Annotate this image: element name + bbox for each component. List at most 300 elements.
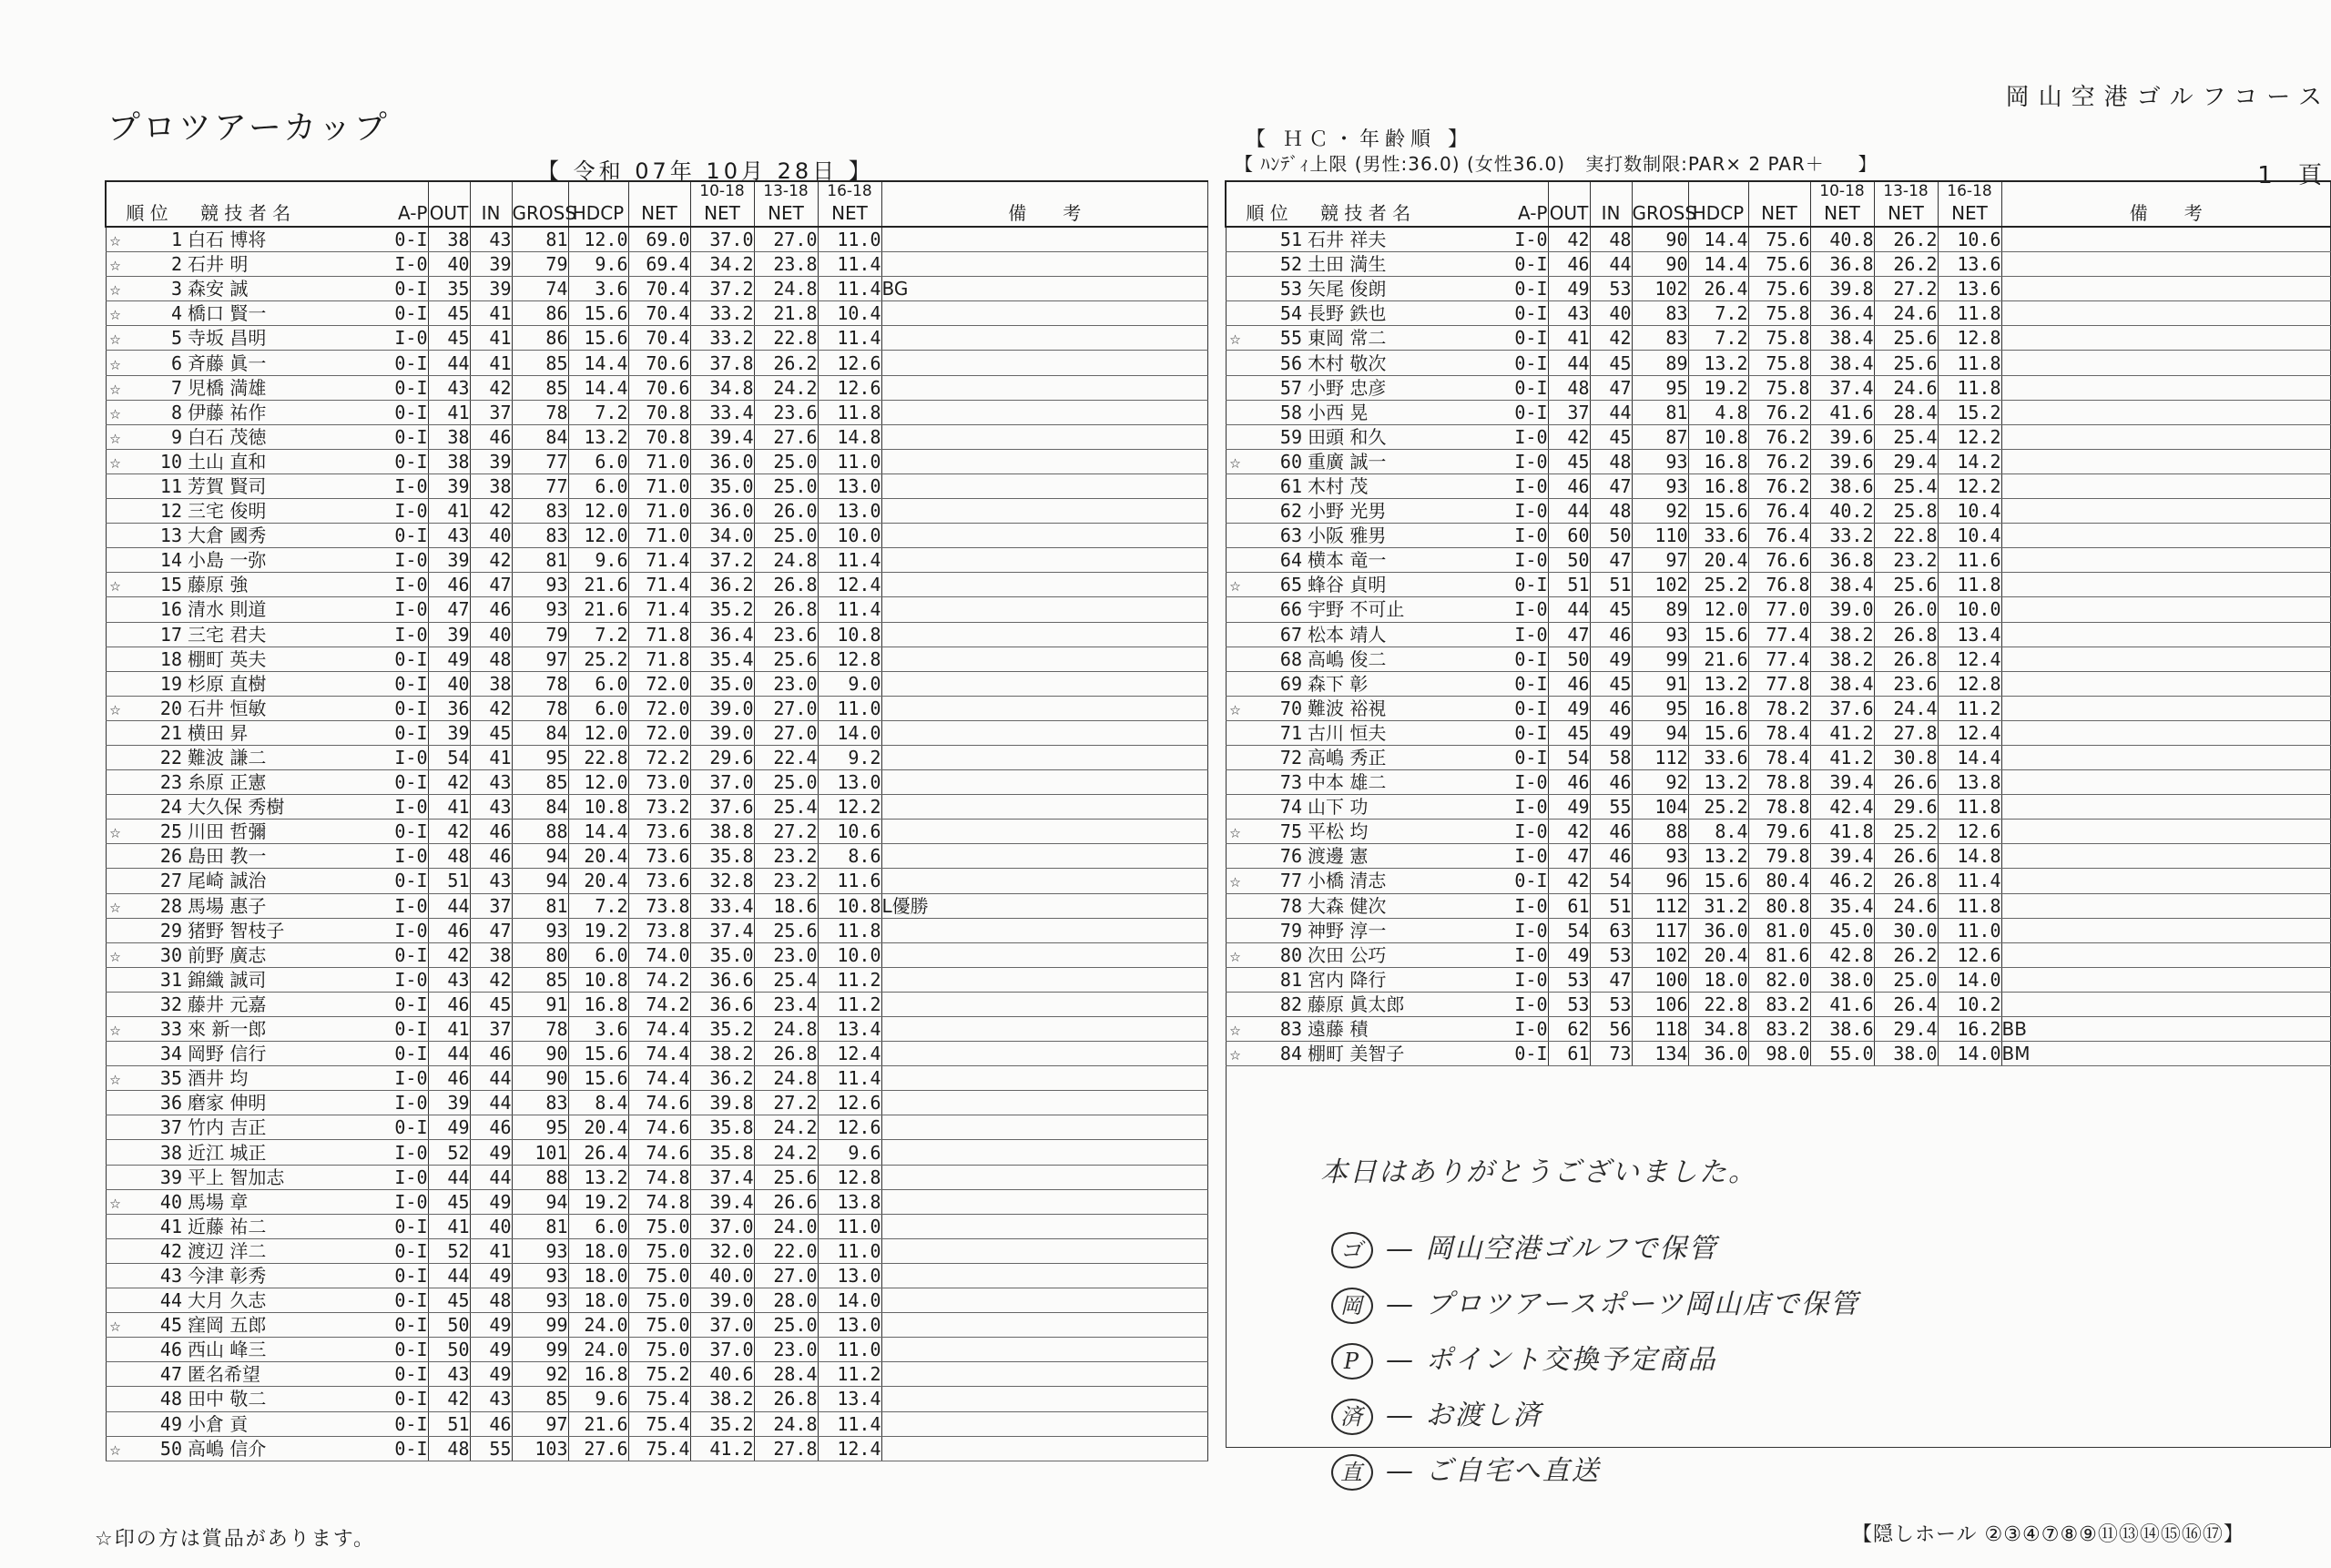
player-name: 白石 茂徳 (188, 424, 361, 449)
table-row (106, 524, 1208, 548)
col-note: 備 考 (881, 200, 1208, 227)
rank: 77 (1279, 870, 1302, 892)
player-name: 近江 城正 (188, 1140, 361, 1165)
in-score: 46 (470, 1411, 512, 1436)
net-13-18: 27.6 (754, 424, 818, 449)
gross-score: 93 (512, 918, 568, 942)
table-row (1226, 227, 2331, 252)
player-name: 高嶋 俊二 (1308, 647, 1481, 671)
start-ap: I-0 (1481, 918, 1548, 942)
net-16-18: 11.8 (818, 918, 881, 942)
results-table-left (105, 180, 1208, 1461)
rank-cell (1226, 424, 1308, 449)
in-score: 45 (1590, 671, 1632, 696)
net-13-18: 25.0 (754, 770, 818, 795)
out-score: 46 (1548, 770, 1590, 795)
net-13-18: 24.2 (754, 375, 818, 400)
in-score: 49 (470, 1362, 512, 1387)
net-10-18: 35.8 (690, 1115, 754, 1140)
rank-cell (106, 499, 188, 524)
note-cell (2001, 524, 2331, 548)
gross-score: 93 (1632, 622, 1688, 647)
net-10-18: 46.2 (1810, 869, 1874, 893)
hdcp-value: 14.4 (1688, 252, 1748, 277)
out-score: 45 (428, 1288, 470, 1313)
player-name: 來 新一郎 (188, 1017, 361, 1042)
net-16-18: 13.0 (818, 770, 881, 795)
out-score: 60 (1548, 524, 1590, 548)
in-score: 47 (470, 573, 512, 597)
gross-score: 78 (512, 671, 568, 696)
player-name: 小野 光男 (1308, 499, 1481, 524)
gross-score: 77 (512, 449, 568, 473)
net-13-18: 28.4 (1874, 400, 1938, 424)
net-13-18: 25.2 (1874, 820, 1938, 844)
player-name: 児橋 満雄 (188, 375, 361, 400)
net-10-18: 39.0 (690, 1288, 754, 1313)
hdcp-value: 25.2 (1688, 573, 1748, 597)
rank-cell (106, 1411, 188, 1436)
note-cell (881, 326, 1208, 351)
net-16-18: 11.4 (818, 326, 881, 351)
net-10-18: 38.2 (1810, 622, 1874, 647)
gross-score: 85 (512, 967, 568, 992)
out-score: 38 (428, 227, 470, 252)
start-ap: 0-I (361, 277, 428, 301)
in-score: 39 (470, 277, 512, 301)
col-16-18: 16-18 (1938, 181, 2001, 200)
net-13-18: 24.6 (1874, 893, 1938, 918)
net-score: 83.2 (1748, 992, 1810, 1016)
rank-cell (106, 893, 188, 918)
start-ap: 0-I (361, 942, 428, 967)
in-score: 42 (470, 696, 512, 720)
in-score: 51 (1590, 573, 1632, 597)
table-row (106, 277, 1208, 301)
hdcp-value: 16.8 (568, 992, 628, 1016)
start-ap: 0-I (361, 1115, 428, 1140)
gross-score: 93 (512, 597, 568, 622)
table-row (1226, 696, 2331, 720)
in-score: 44 (470, 1066, 512, 1091)
player-name: 芳賀 賢司 (188, 473, 361, 498)
table-row (106, 844, 1208, 869)
prize-star: ☆ (109, 253, 121, 276)
net-16-18: 13.0 (818, 473, 881, 498)
hdcp-value: 16.8 (1688, 473, 1748, 498)
net-10-18: 41.6 (1810, 992, 1874, 1016)
gross-score: 102 (1632, 277, 1688, 301)
gross-score: 94 (512, 869, 568, 893)
rank: 63 (1279, 524, 1302, 547)
net-16-18: 12.2 (1938, 424, 2001, 449)
out-score: 36 (428, 696, 470, 720)
hdcp-value: 34.8 (1688, 1017, 1748, 1042)
hdcp-value: 15.6 (568, 301, 628, 326)
gross-score: 85 (512, 770, 568, 795)
table-row (1226, 869, 2331, 893)
hdcp-value: 9.6 (568, 548, 628, 573)
in-score: 43 (470, 227, 512, 252)
rank: 48 (159, 1388, 182, 1410)
hdcp-value: 12.0 (568, 499, 628, 524)
player-name: 石井 明 (188, 252, 361, 277)
net-16-18: 11.4 (818, 1411, 881, 1436)
note-cell (881, 1042, 1208, 1066)
gross-score: 88 (512, 1165, 568, 1189)
rank-cell (106, 869, 188, 893)
rank: 6 (170, 351, 182, 374)
rank-cell (1226, 647, 1308, 671)
net-16-18: 12.8 (1938, 326, 2001, 351)
gross-score: 112 (1632, 893, 1688, 918)
rank: 69 (1279, 672, 1302, 695)
gross-score: 95 (1632, 696, 1688, 720)
table-row (106, 1115, 1208, 1140)
player-name: 橋口 賢一 (188, 301, 361, 326)
net-10-18: 34.2 (690, 252, 754, 277)
rank: 35 (159, 1067, 182, 1090)
out-score: 62 (1548, 1017, 1590, 1042)
out-score: 39 (428, 473, 470, 498)
note-cell (881, 967, 1208, 992)
table-row (106, 942, 1208, 967)
net-16-18: 11.8 (1938, 375, 2001, 400)
hdcp-value: 27.6 (568, 1436, 628, 1461)
rank-cell (1226, 720, 1308, 745)
in-score: 49 (470, 1140, 512, 1165)
note-cell (2001, 745, 2331, 769)
col-ap: A-P (361, 200, 428, 227)
table-row (1226, 1042, 2331, 1066)
hdcp-value: 6.0 (568, 473, 628, 498)
rank: 28 (159, 894, 182, 917)
table-row (106, 597, 1208, 622)
net-13-18: 27.0 (754, 720, 818, 745)
in-score: 47 (470, 918, 512, 942)
out-score: 54 (1548, 745, 1590, 769)
rank-cell (1226, 942, 1308, 967)
rank: 84 (1279, 1043, 1302, 1065)
rank: 52 (1279, 253, 1302, 276)
table-row (1226, 499, 2331, 524)
in-score: 63 (1590, 918, 1632, 942)
legend-mark: ゴ (1331, 1232, 1373, 1268)
start-ap: I-0 (1481, 499, 1548, 524)
net-16-18: 11.2 (818, 967, 881, 992)
col-10-18: 10-18 (690, 181, 754, 200)
net-10-18: 33.4 (690, 893, 754, 918)
start-ap: I-0 (1481, 844, 1548, 869)
out-score: 47 (1548, 844, 1590, 869)
net-13-18: 38.0 (1874, 1042, 1938, 1066)
table-row (1226, 449, 2331, 473)
gross-score: 118 (1632, 1017, 1688, 1042)
rank-cell (106, 375, 188, 400)
player-name: 長野 鉄也 (1308, 301, 1481, 326)
in-score: 48 (470, 1288, 512, 1313)
rank-cell (1226, 326, 1308, 351)
net-10-18: 42.8 (1810, 942, 1874, 967)
in-score: 46 (470, 820, 512, 844)
note-cell: BB (2001, 1017, 2331, 1042)
prize-star: ☆ (109, 401, 121, 423)
in-score: 43 (470, 795, 512, 820)
player-name: 錦織 誠司 (188, 967, 361, 992)
net-13-18: 24.8 (754, 548, 818, 573)
net-10-18: 35.0 (690, 671, 754, 696)
table-row (106, 1313, 1208, 1338)
hdcp-value: 24.0 (568, 1313, 628, 1338)
net-10-18: 41.6 (1810, 400, 1874, 424)
net-score: 75.2 (628, 1362, 690, 1387)
start-ap: 0-I (1481, 400, 1548, 424)
player-name: 神野 淳一 (1308, 918, 1481, 942)
net-score: 76.8 (1748, 573, 1810, 597)
net-16-18: 11.0 (818, 696, 881, 720)
net-10-18: 38.2 (1810, 647, 1874, 671)
in-score: 37 (470, 893, 512, 918)
out-score: 51 (428, 869, 470, 893)
player-name: 東岡 常二 (1308, 326, 1481, 351)
net-16-18: 11.8 (818, 400, 881, 424)
player-name: 高嶋 秀正 (1308, 745, 1481, 769)
rank: 73 (1279, 771, 1302, 794)
legend-text: — プロツアースポーツ岡山店で保管 (1386, 1288, 1859, 1320)
net-13-18: 25.6 (754, 647, 818, 671)
hdcp-value: 15.6 (568, 326, 628, 351)
out-score: 61 (1548, 1042, 1590, 1066)
col-net-13-18: NET (754, 200, 818, 227)
in-score: 54 (1590, 869, 1632, 893)
start-ap: 0-I (1481, 375, 1548, 400)
player-name: 大森 健次 (1308, 893, 1481, 918)
net-score: 76.2 (1748, 400, 1810, 424)
net-10-18: 38.4 (1810, 326, 1874, 351)
net-score: 75.0 (628, 1288, 690, 1313)
out-score: 51 (1548, 573, 1590, 597)
net-10-18: 41.2 (690, 1436, 754, 1461)
out-score: 43 (428, 524, 470, 548)
gross-score: 106 (1632, 992, 1688, 1016)
note-cell (881, 1140, 1208, 1165)
net-10-18: 40.2 (1810, 499, 1874, 524)
net-10-18: 36.2 (690, 573, 754, 597)
prize-star: ☆ (109, 1067, 121, 1090)
net-13-18: 27.0 (754, 696, 818, 720)
net-score: 74.6 (628, 1115, 690, 1140)
start-ap: I-0 (361, 844, 428, 869)
in-score: 48 (1590, 499, 1632, 524)
legend-text: — お渡し済 (1386, 1400, 1542, 1431)
net-score: 75.6 (1748, 252, 1810, 277)
gross-score: 96 (1632, 869, 1688, 893)
net-10-18: 38.8 (690, 820, 754, 844)
out-score: 43 (428, 375, 470, 400)
col-13-18: 13-18 (754, 181, 818, 200)
in-score: 56 (1590, 1017, 1632, 1042)
net-10-18: 40.0 (690, 1263, 754, 1288)
net-16-18: 11.4 (818, 548, 881, 573)
net-16-18: 11.0 (1938, 918, 2001, 942)
player-name: 横田 昇 (188, 720, 361, 745)
prize-star: ☆ (109, 697, 121, 719)
net-13-18: 27.2 (754, 1091, 818, 1115)
player-name: 酒井 均 (188, 1066, 361, 1091)
start-ap: 0-I (361, 1387, 428, 1411)
net-16-18: 10.8 (818, 893, 881, 918)
net-13-18: 25.0 (754, 1313, 818, 1338)
out-score: 45 (1548, 449, 1590, 473)
net-13-18: 23.8 (754, 252, 818, 277)
in-score: 41 (470, 326, 512, 351)
net-13-18: 23.6 (1874, 671, 1938, 696)
player-name: 重廣 誠一 (1308, 449, 1481, 473)
legend-text: — ご自宅へ直送 (1386, 1455, 1601, 1487)
col-in: IN (1590, 200, 1632, 227)
prize-star: ☆ (109, 943, 121, 966)
hdcp-value: 12.0 (568, 227, 628, 252)
note-cell (2001, 696, 2331, 720)
rank: 4 (170, 302, 182, 325)
note-cell (2001, 597, 2331, 622)
out-score: 41 (428, 400, 470, 424)
rank-cell (1226, 573, 1308, 597)
rank-cell (1226, 548, 1308, 573)
hdcp-value: 18.0 (568, 1238, 628, 1263)
rank-cell (106, 1189, 188, 1214)
prize-star: ☆ (1229, 1018, 1241, 1041)
out-score: 44 (1548, 351, 1590, 375)
net-13-18: 27.2 (754, 820, 818, 844)
net-13-18: 26.6 (1874, 844, 1938, 869)
net-10-18: 39.0 (1810, 597, 1874, 622)
player-name: 斉藤 眞一 (188, 351, 361, 375)
out-score: 46 (1548, 252, 1590, 277)
note-cell (881, 671, 1208, 696)
note-cell (2001, 499, 2331, 524)
in-score: 42 (470, 548, 512, 573)
in-score: 55 (470, 1436, 512, 1461)
net-10-18: 29.6 (690, 745, 754, 769)
in-score: 44 (1590, 252, 1632, 277)
start-ap: 0-I (361, 696, 428, 720)
player-name: 川田 哲彌 (188, 820, 361, 844)
out-score: 38 (428, 424, 470, 449)
start-ap: 0-I (1481, 252, 1548, 277)
rank-cell (106, 942, 188, 967)
table-row (106, 252, 1208, 277)
start-ap: I-0 (361, 745, 428, 769)
rank: 70 (1279, 697, 1302, 719)
out-score: 50 (428, 1313, 470, 1338)
rank-cell (1226, 449, 1308, 473)
note-cell (2001, 820, 2331, 844)
hdcp-value: 16.8 (1688, 449, 1748, 473)
player-name: 大久保 秀樹 (188, 795, 361, 820)
note-cell (881, 1165, 1208, 1189)
note-cell (881, 622, 1208, 647)
net-16-18: 13.8 (818, 1189, 881, 1214)
rank-cell (1226, 992, 1308, 1016)
net-score: 75.0 (628, 1338, 690, 1362)
event-title: プロツアーカップ (107, 109, 390, 147)
prize-star: ☆ (1229, 943, 1241, 966)
net-10-18: 37.2 (690, 277, 754, 301)
rank-cell (1226, 524, 1308, 548)
in-score: 58 (1590, 745, 1632, 769)
net-score: 72.2 (628, 745, 690, 769)
hdcp-value: 8.4 (1688, 820, 1748, 844)
net-16-18: 12.4 (1938, 647, 2001, 671)
legend-mark: 済 (1331, 1399, 1373, 1435)
start-ap: I-0 (361, 893, 428, 918)
player-name: 小島 一弥 (188, 548, 361, 573)
net-score: 77.4 (1748, 647, 1810, 671)
rank-cell (1226, 770, 1308, 795)
net-score: 76.6 (1748, 548, 1810, 573)
player-name: 木村 敬次 (1308, 351, 1481, 375)
net-16-18: 13.0 (818, 1263, 881, 1288)
out-score: 52 (428, 1238, 470, 1263)
in-score: 46 (470, 424, 512, 449)
net-16-18: 13.4 (1938, 622, 2001, 647)
net-10-18: 41.2 (1810, 720, 1874, 745)
player-name: 中本 雄二 (1308, 770, 1481, 795)
start-ap: I-0 (1481, 795, 1548, 820)
net-score: 83.2 (1748, 1017, 1810, 1042)
net-score: 70.4 (628, 326, 690, 351)
net-13-18: 26.2 (1874, 227, 1938, 252)
rank-cell (1226, 869, 1308, 893)
hdcp-value: 6.0 (568, 1214, 628, 1238)
rank: 54 (1279, 302, 1302, 325)
hdcp-value: 24.0 (568, 1338, 628, 1362)
table-row (106, 351, 1208, 375)
gross-score: 93 (512, 573, 568, 597)
net-10-18: 36.8 (1810, 252, 1874, 277)
in-score: 38 (470, 942, 512, 967)
player-name: 古川 恒夫 (1308, 720, 1481, 745)
net-score: 74.6 (628, 1091, 690, 1115)
rank: 18 (159, 647, 182, 670)
rank: 33 (159, 1018, 182, 1041)
rank-cell (106, 1091, 188, 1115)
hdcp-value: 13.2 (1688, 671, 1748, 696)
note-cell (881, 227, 1208, 252)
net-10-18: 39.4 (1810, 770, 1874, 795)
start-ap: 0-I (361, 1288, 428, 1313)
rank: 60 (1279, 450, 1302, 473)
gross-score: 86 (512, 301, 568, 326)
net-13-18: 18.6 (754, 893, 818, 918)
handicap-limits: 【 ﾊﾝﾃﾞｨ上限 (男性:36.0) (女性36.0) 実打数制限:PAR× 2 PAR＋ 】 (1235, 153, 1878, 175)
net-13-18: 24.6 (1874, 301, 1938, 326)
out-score: 53 (1548, 992, 1590, 1016)
net-10-18: 38.2 (690, 1387, 754, 1411)
in-score: 42 (1590, 326, 1632, 351)
net-score: 75.0 (628, 1238, 690, 1263)
player-name: 杉原 直樹 (188, 671, 361, 696)
out-score: 42 (428, 820, 470, 844)
gross-score: 81 (512, 227, 568, 252)
in-score: 53 (1590, 942, 1632, 967)
hdcp-value: 25.2 (1688, 795, 1748, 820)
table-row (1226, 252, 2331, 277)
table-row (106, 1238, 1208, 1263)
note-cell (881, 1288, 1208, 1313)
net-score: 73.8 (628, 893, 690, 918)
